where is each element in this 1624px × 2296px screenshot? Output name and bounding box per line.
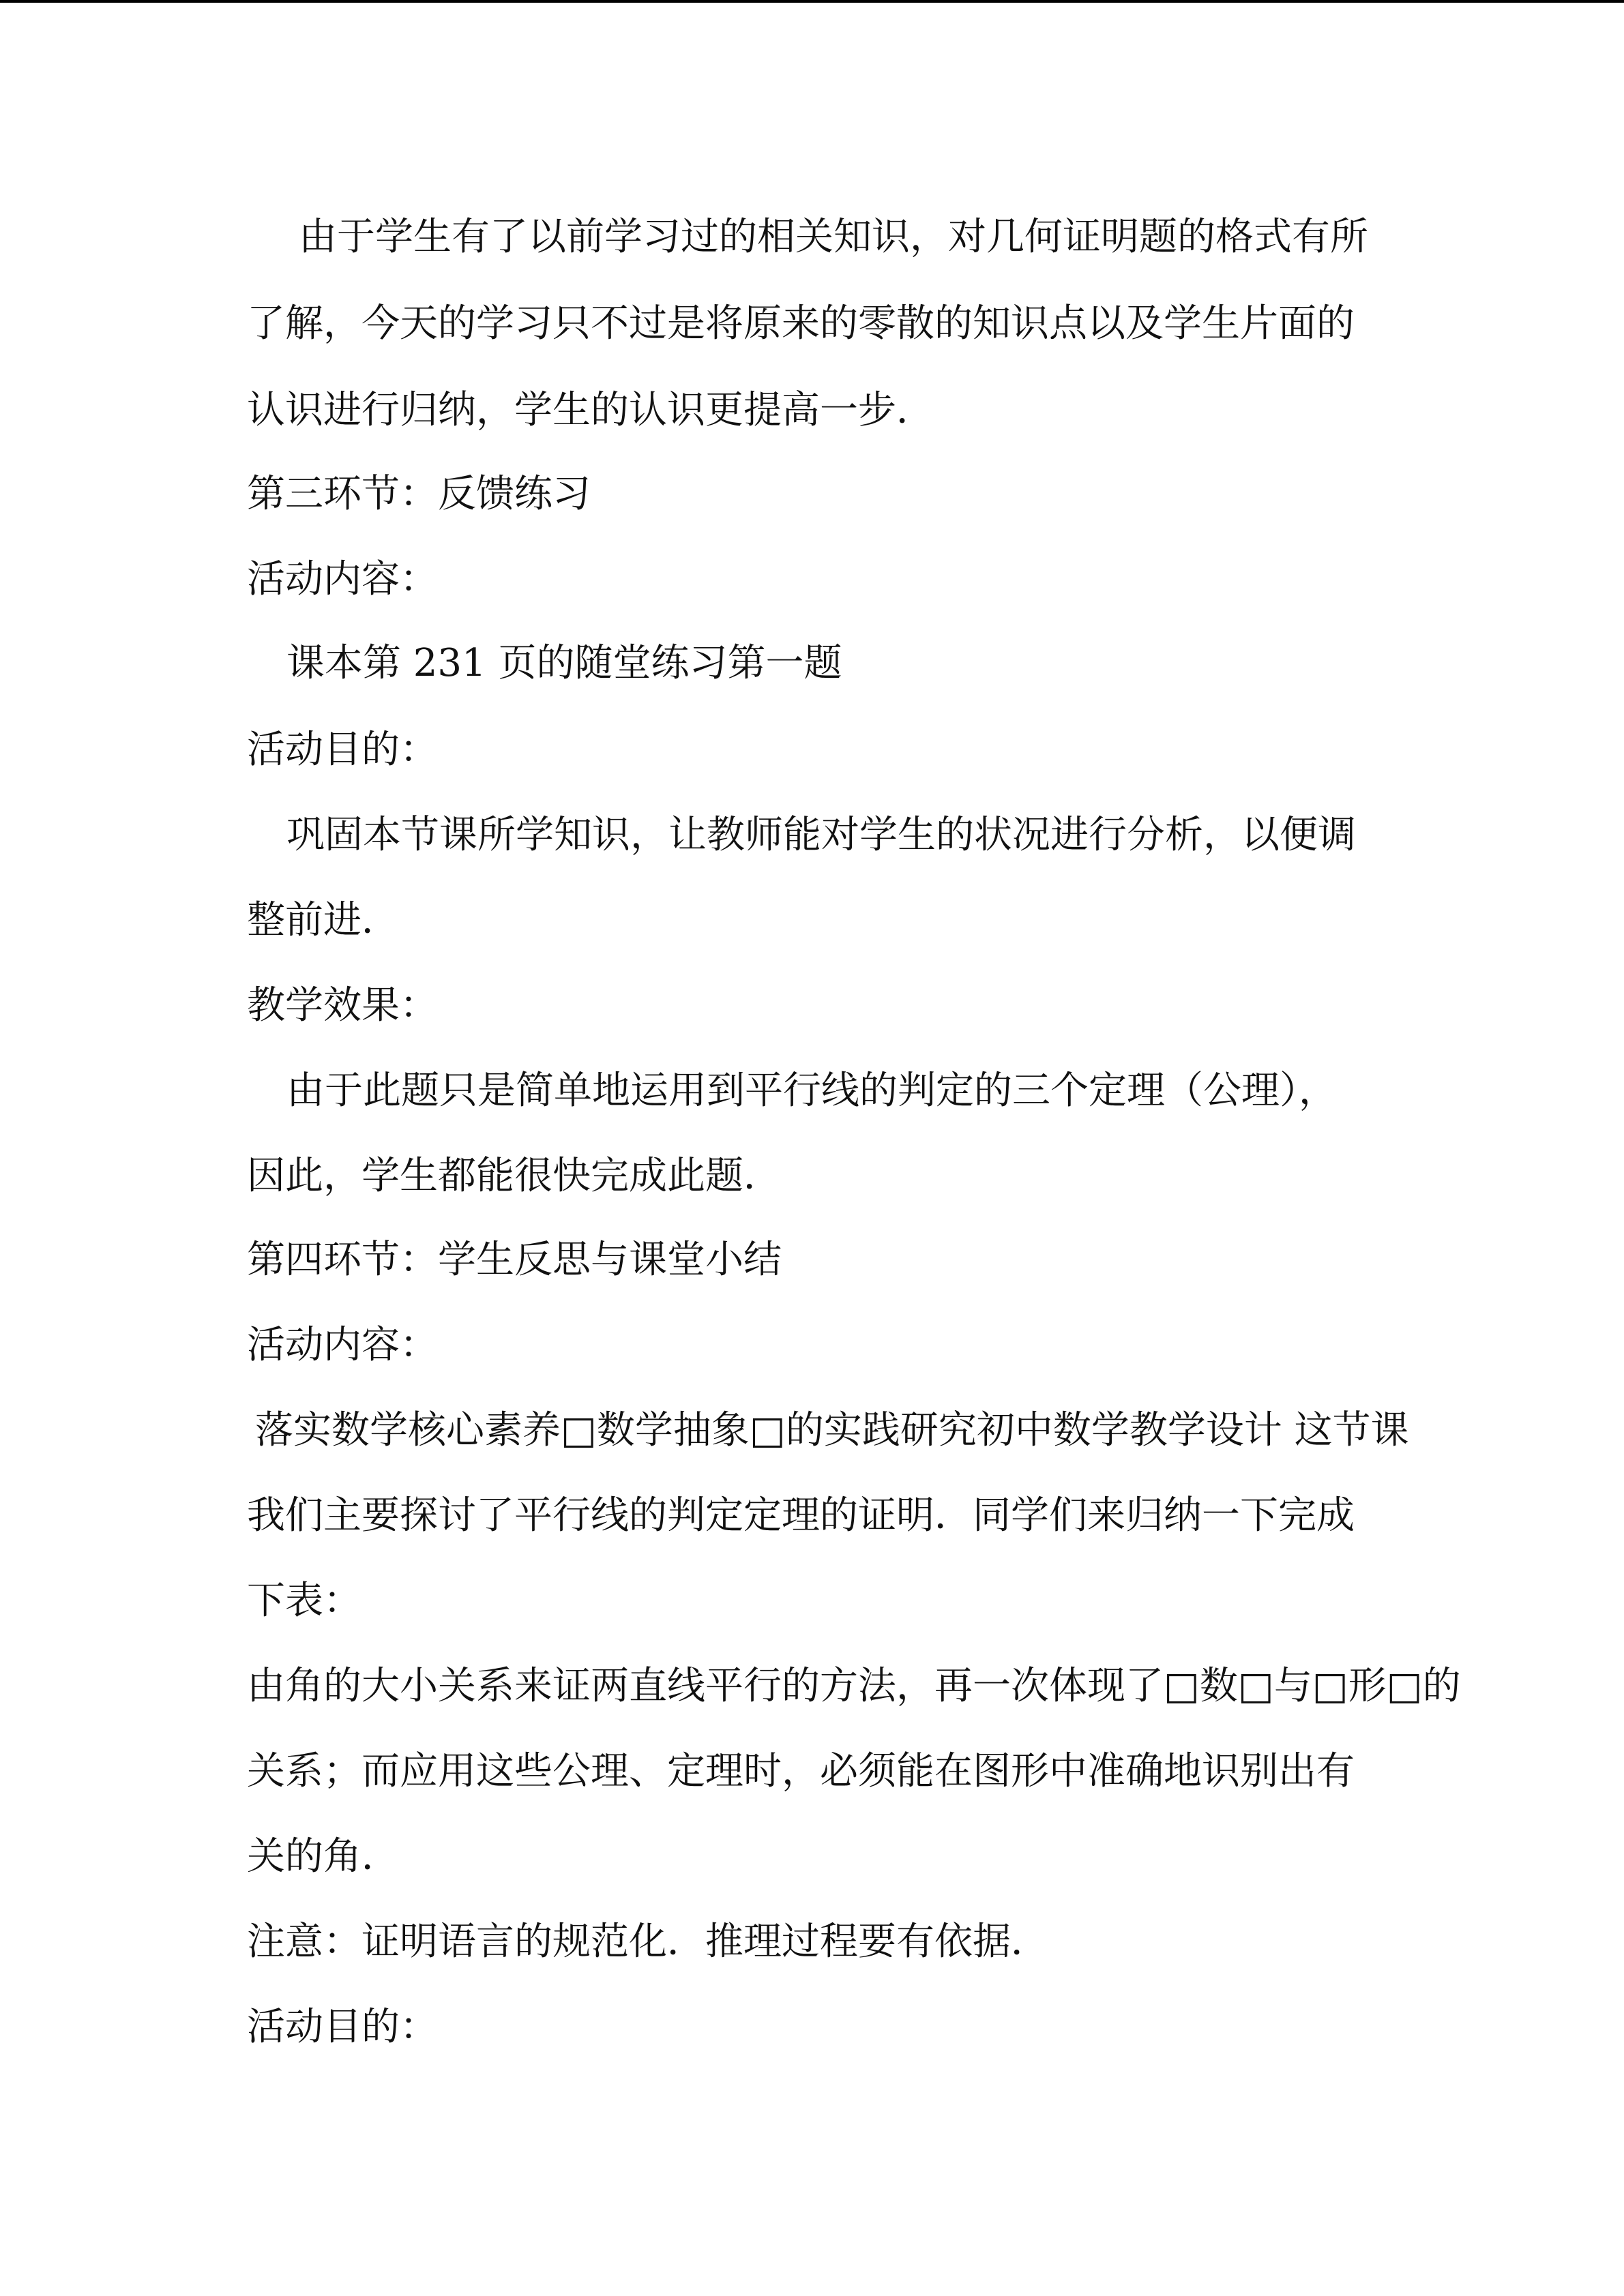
paragraph-line: 由于此题只是简单地运用到平行线的判定的三个定理（公理）， [286,1069,1337,1113]
paragraph-line: 我们主要探讨了平行线的判定定理的证明．同学们来归纳一下完成 [247,1493,1355,1538]
paragraph-line: 巩固本节课所学知识，让教师能对学生的状况进行分析，以便调 [286,813,1356,857]
paragraph-line: 整前进． [247,898,400,942]
paragraph-line: 关系；而应用这些公理、定理时，必须能在图形中准确地识别出有 [247,1749,1355,1793]
label-line: 活动内容： [247,557,438,601]
paragraph-line: 关的角． [247,1834,400,1879]
label-line: 活动目的： [247,2005,438,2049]
label-line: 教学效果： [247,983,438,1028]
paragraph-line: 落实数学核心素养□数学抽象□的实践研究初中数学教学设计 这节课 [255,1408,1409,1452]
paragraph-line: 因此，学生都能很快完成此题． [247,1154,782,1198]
paragraph-line: 课本第 231 页的随堂练习第一题 [286,641,842,685]
paragraph-line: 下表： [247,1579,361,1623]
paragraph-line: 了解，今天的学习只不过是将原来的零散的知识点以及学生片面的 [247,301,1355,346]
section-heading: 第四环节：学生反思与课堂小结 [247,1238,782,1282]
paragraph-line: 注意：证明语言的规范化．推理过程要有依据． [247,1920,1049,1964]
label-line: 活动目的： [247,728,438,772]
paragraph-line: 认识进行归纳，学生的认识更提高一步． [247,388,934,432]
label-line: 活动内容： [247,1323,438,1367]
paragraph-line: 由角的大小关系来证两直线平行的方法，再一次体现了□数□与□形□的 [247,1664,1461,1708]
section-heading: 第三环节：反馈练习 [247,472,591,516]
paragraph-line: 由于学生有了以前学习过的相关知识，对几何证明题的格式有所 [299,215,1368,259]
